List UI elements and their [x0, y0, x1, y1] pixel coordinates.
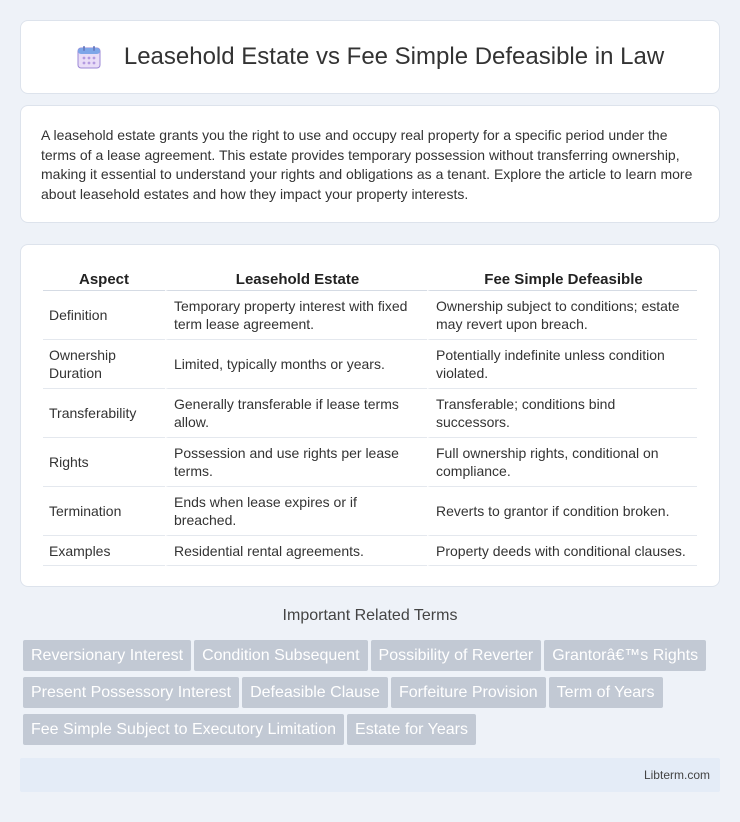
cell-aspect: Examples [43, 536, 165, 566]
table-row [43, 438, 697, 487]
tag-condition-subsequent[interactable]: Condition Subsequent [194, 640, 367, 671]
tag-defeasible-clause[interactable]: Defeasible Clause [242, 677, 388, 708]
tag-term-of-years[interactable]: Term of Years [549, 677, 663, 708]
cell-leasehold: Ends when lease expires or if breached. [165, 487, 427, 536]
cell-aspect: Ownership Duration [43, 340, 165, 389]
cell-aspect: Rights [43, 438, 165, 487]
tag-estate-for-years[interactable]: Estate for Years [347, 714, 476, 745]
cell-fee-simple: Transferable; conditions bind successors. [427, 389, 697, 438]
cell-aspect: Definition [43, 291, 165, 340]
table-row [43, 291, 697, 340]
related-terms-title: Important Related Terms [282, 607, 458, 624]
page-title: Leasehold Estate vs Fee Simple Defeasible in Law [123, 43, 665, 70]
cell-leasehold: Residential rental agreements. [165, 536, 427, 566]
related-terms-list [23, 640, 723, 751]
cell-aspect: Transferability [43, 389, 165, 438]
header-fee-simple: Fee Simple Defeasible [427, 265, 697, 291]
table-row [43, 340, 697, 389]
tag-grantors-rights[interactable]: Grantorâ€™s Rights [544, 640, 706, 671]
cell-leasehold: Limited, typically months or years. [165, 340, 427, 389]
cell-leasehold: Generally transferable if lease terms allow. [165, 389, 427, 438]
cell-fee-simple: Reverts to grantor if condition broken. [427, 487, 697, 536]
tag-reversionary-interest[interactable]: Reversionary Interest [23, 640, 191, 671]
cell-fee-simple: Potentially indefinite unless condition violated. [427, 340, 697, 389]
calendar-icon [76, 44, 102, 70]
cell-aspect: Termination [43, 487, 165, 536]
table-header-row [43, 265, 697, 291]
comparison-table [43, 265, 697, 566]
table-row [43, 536, 697, 566]
tag-forfeiture-provision[interactable]: Forfeiture Provision [391, 677, 546, 708]
tag-possibility-of-reverter[interactable]: Possibility of Reverter [371, 640, 542, 671]
tag-present-possessory-interest[interactable]: Present Possessory Interest [23, 677, 239, 708]
table-row [43, 487, 697, 536]
footer-link[interactable]: Libterm.com [643, 768, 710, 782]
header-leasehold: Leasehold Estate [165, 265, 427, 291]
header-aspect: Aspect [43, 265, 165, 291]
header-card [20, 20, 720, 94]
cell-leasehold: Temporary property interest with fixed term lease agreement. [165, 291, 427, 340]
comparison-card [20, 244, 720, 587]
table-row [43, 389, 697, 438]
intro-text: A leasehold estate grants you the right to use and occupy real property for a specific period under the terms of a lease agreement. This estate provides temporary possession without transferring ownership, making it essential to understand your rights and obligations as a tenant. Explore the article to learn more about leasehold estates and how they impact your property interests. [41, 127, 693, 202]
cell-fee-simple: Full ownership rights, conditional on compliance. [427, 438, 697, 487]
cell-leasehold: Possession and use rights per lease terms. [165, 438, 427, 487]
tag-fee-simple-executory-limitation[interactable]: Fee Simple Subject to Executory Limitation [23, 714, 344, 745]
intro-card [20, 105, 720, 223]
footer [20, 758, 720, 792]
cell-fee-simple: Property deeds with conditional clauses. [427, 536, 697, 566]
cell-fee-simple: Ownership subject to conditions; estate may revert upon breach. [427, 291, 697, 340]
